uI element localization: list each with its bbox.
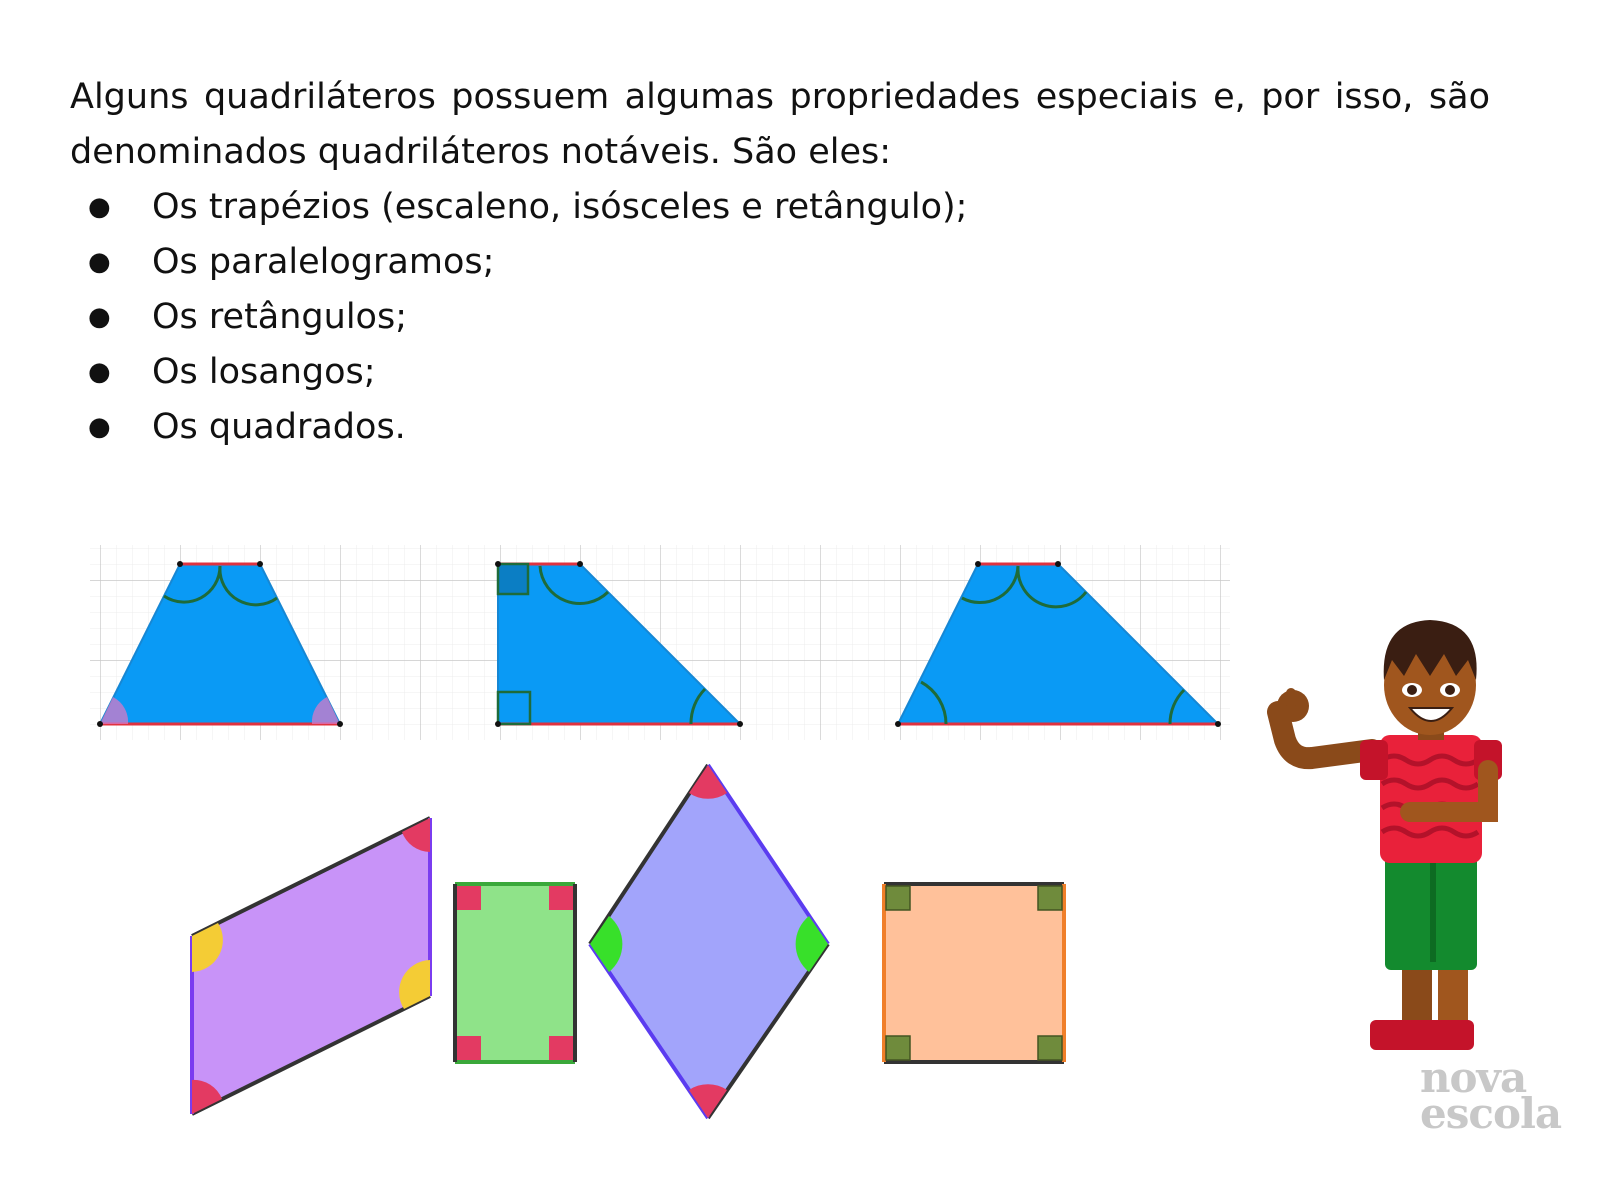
list-item-label: Os paralelogramos; bbox=[152, 242, 495, 282]
right-angle-icon bbox=[886, 886, 910, 910]
intro-paragraph: Alguns quadriláteros possuem algumas propriedades especiais e, por isso, são denominados quadriláteros notáveis. São eles: bbox=[70, 77, 1490, 172]
list-item-label: Os trapézios (escaleno, isósceles e retângulo); bbox=[152, 187, 968, 227]
list-item-label: Os retângulos; bbox=[152, 297, 407, 337]
right-angle-icon bbox=[457, 1036, 481, 1060]
bullet-dot-icon: ● bbox=[88, 412, 111, 442]
parallelogram bbox=[192, 818, 430, 1114]
right-angle-icon bbox=[549, 886, 573, 910]
logo-line-1: nova bbox=[1420, 1053, 1527, 1102]
logo-line-2: escola bbox=[1420, 1089, 1562, 1138]
list-item-label: Os quadrados. bbox=[152, 407, 406, 447]
rectangle bbox=[455, 884, 575, 1062]
bullet-dot-icon: ● bbox=[88, 302, 111, 332]
right-angle-icon bbox=[457, 886, 481, 910]
right-angle-icon bbox=[1038, 1036, 1062, 1060]
nova-escola-logo bbox=[1420, 1053, 1580, 1138]
right-angle-icon bbox=[498, 564, 528, 594]
right-angle-icon bbox=[886, 1036, 910, 1060]
right-angle-icon bbox=[1038, 886, 1062, 910]
list-item-label: Os losangos; bbox=[152, 352, 376, 392]
right-angle-icon bbox=[549, 1036, 573, 1060]
bullet-dot-icon: ● bbox=[88, 357, 111, 387]
rhombus bbox=[590, 765, 828, 1118]
teacher-boy-illustration bbox=[1277, 620, 1502, 1050]
bullet-dot-icon: ● bbox=[88, 247, 111, 277]
square bbox=[884, 884, 1064, 1062]
bullet-dot-icon: ● bbox=[88, 192, 111, 222]
